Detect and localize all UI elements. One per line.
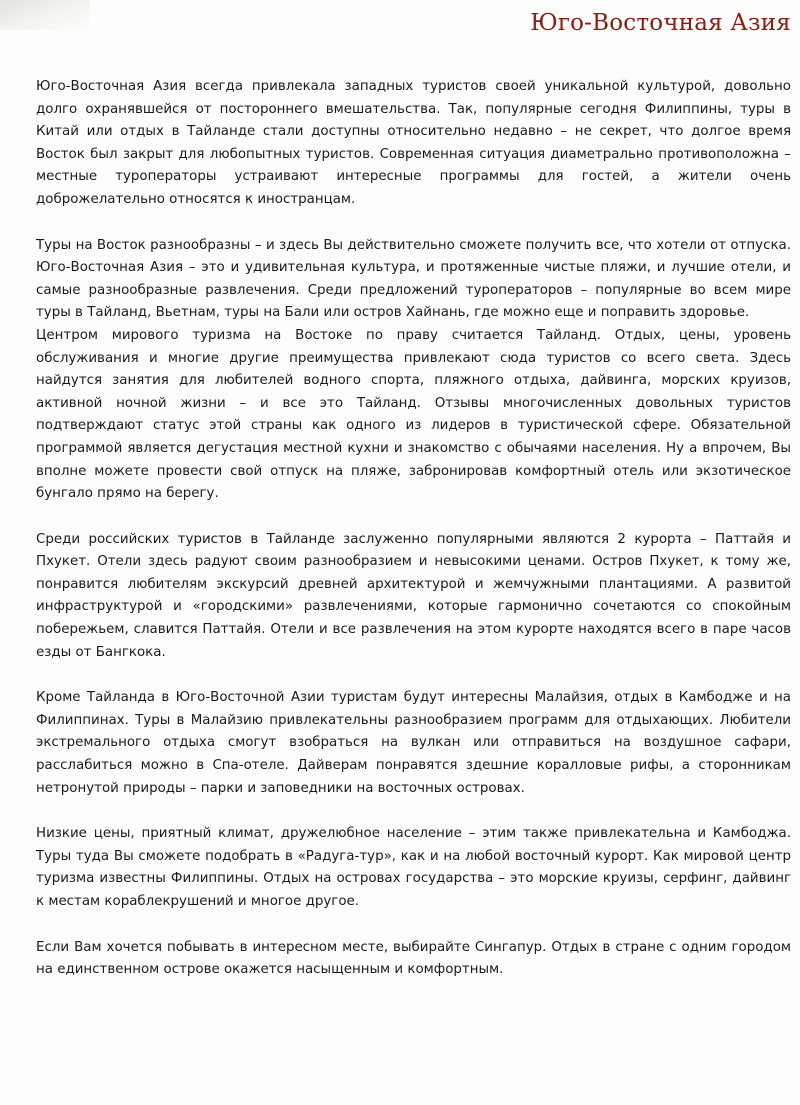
paragraph-thailand: Центром мирового туризма на Востоке по праву считается Тайланд. Отдых, цены, уровень обслуживания и многие другие преимущества привлекают сюда туристов со всего света. Здесь найдутся занятия для любителей водного спорта, пляжного отдыха, дайвинга, морских круизов, активной ночной жизни – и все это Тайланд. Отзывы многочисленных довольных туристов подтверждают статус этой страны как одного из лидеров в туристической сфере. Обязательной программой является дегустация местной кухни и знакомство с обычаями населения. Ну а впрочем, Вы вполне можете провести свой отпуск на пляже, забронировав комфортный отель или экзотическое бунгало прямо на берегу.	[36, 327, 791, 502]
paragraph-pattaya-phuket: Среди российских туристов в Тайланде заслуженно популярными являются 2 курорта – Паттайя и Пхукет. Отели здесь радуют своим разнообразием и невысокими ценами. Остров Пхукет, к тому же, понравится любителям экскурсий древней архитектурой и жемчужными плантациями. А развитой инфраструктурой и «городскими» развлечениями, которые гармонично сочетаются со спокойным побережьем, славится Паттайя. Отели и все развлечения на этом курорте находятся всего в паре часов езды от Бангкока.	[36, 531, 791, 660]
paragraph-malaysia: Кроме Тайланда в Юго-Восточной Азии туристам будут интересны Малайзия, отдых в Камбодже и на Филиппинах. Туры в Малайзию привлекательны разнообразием программ для отдыхающих. Любители экстремального отдыха смогут взобраться на вулкан или отправиться на воздушное сафари, расслабиться можно в Спа-отеле. Дайверам понравятся здешние коралловые рифы, а сторонникам нетронутой природы – парки и заповедники на восточных островах.	[36, 690, 791, 796]
article-body	[36, 76, 791, 982]
paragraph-tours: Туры на Восток разнообразны – и здесь Вы действительно сможете получить все, что хотели от отпуска. Юго-Восточная Азия – это и удивительная культура, и протяженные чистые пляжи, и лучшие отели, и самые разнообразные развлечения. Среди предложений туроператоров – популярные во всем мире туры в Тайланд, Вьетнам, туры на Бали или остров Хайнань, где можно еще и поправить здоровье.	[36, 237, 791, 321]
bottom-fade	[0, 1097, 800, 1105]
paragraph-singapore: Если Вам хочется побывать в интересном месте, выбирайте Сингапур. Отдых в стране с одним городом на единственном острове окажется насыщенным и комфортным.	[36, 939, 791, 978]
page-title: Юго-Восточная Азия	[530, 10, 791, 36]
paragraph-cambodia: Низкие цены, приятный климат, дружелюбное население – этим также привлекательна и Камбоджа. Туры туда Вы сможете подобрать в «Радуга-тур», как и на любой восточный курорт. Как мировой центр туризма известны Филиппины. Отдых на островах государства – это морские круизы, серфинг, дайвинг к местам кораблекрушений и многое другое.	[36, 826, 791, 909]
paragraph-intro: Юго-Восточная Азия всегда привлекала западных туристов своей уникальной культурой, довольно долго охранявшейся от постороннего вмешательства. Так, популярные сегодня Филиппины, туры в Китай или отдых в Тайланде стали доступны относительно недавно – не секрет, что долгое время Восток был закрыт для любопытных туристов. Современная ситуация диаметрально противоположна – местные туроператоры устраивают интересные программы для гостей, а жители очень доброжелательно относятся к иностранцам.	[36, 79, 791, 207]
article-container	[36, 0, 791, 1005]
